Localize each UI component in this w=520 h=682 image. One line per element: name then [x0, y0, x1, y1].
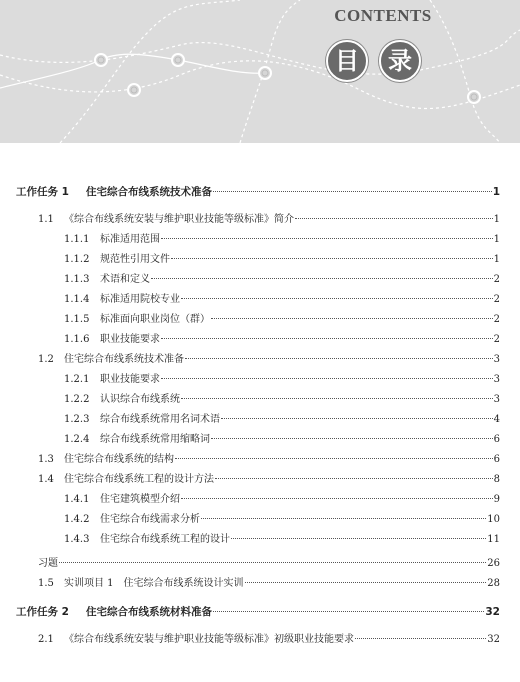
toc-number: 1.2.2	[64, 394, 90, 405]
toc-number: 1.2.4	[64, 434, 90, 445]
toc-title: 规范性引用文件	[100, 254, 170, 265]
toc-title: 职业技能要求	[100, 374, 160, 385]
toc-title: 住宅综合布线系统材料准备	[86, 606, 212, 618]
toc-page-number: 9	[493, 494, 500, 505]
toc-page-number: 4	[493, 414, 500, 425]
toc-title: 标准面向职业岗位（群）	[100, 314, 210, 325]
toc-number: 1.4.3	[64, 534, 90, 545]
toc-chapter-row[interactable]	[16, 184, 500, 200]
toc-entry-row[interactable]	[64, 272, 500, 288]
toc-page-number: 11	[487, 534, 500, 545]
toc-page-number: 32	[487, 634, 500, 645]
toc-number: 1.1.3	[64, 274, 90, 285]
toc-number: 1.4	[38, 474, 54, 485]
dot-leader	[181, 498, 493, 499]
toc-page-number: 1	[493, 234, 500, 245]
dot-leader	[213, 611, 484, 612]
toc-entry-row[interactable]	[64, 412, 500, 428]
toc-page-number: 2	[493, 274, 500, 285]
toc-number: 1.2	[38, 354, 54, 365]
toc-page-number: 2	[493, 334, 500, 345]
toc-title: 职业技能要求	[100, 334, 160, 345]
toc-entry-row[interactable]	[64, 432, 500, 448]
dot-leader	[211, 438, 493, 439]
toc-title: 综合布线系统常用名词术语	[100, 414, 220, 425]
node-circle	[95, 54, 480, 103]
toc-title: 《综合布线系统安装与维护职业技能等级标准》初级职业技能要求	[64, 634, 354, 645]
toc-title: 标准适用院校专业	[100, 294, 180, 305]
toc-entry-row[interactable]	[64, 392, 500, 408]
toc-entry-row[interactable]	[64, 232, 500, 248]
toc-title: 住宅综合布线系统的结构	[64, 454, 174, 465]
toc-page-number: 3	[493, 354, 500, 365]
dot-leader	[175, 458, 493, 459]
dot-leader	[161, 378, 493, 379]
toc-number: 1.1.2	[64, 254, 90, 265]
toc-entry-row[interactable]	[64, 372, 500, 388]
toc-number: 1.5	[38, 578, 54, 589]
toc-number: 工作任务 1	[16, 186, 69, 198]
toc-entry-row[interactable]	[64, 492, 500, 508]
dot-leader	[355, 638, 486, 639]
title-char-badge-1: 目	[326, 40, 368, 82]
toc-entry-row[interactable]	[38, 632, 500, 648]
toc-title: 住宅综合布线需求分析	[100, 514, 200, 525]
toc-page-number: 8	[493, 474, 500, 485]
dot-leader	[161, 338, 493, 339]
toc-title: 术语和定义	[100, 274, 150, 285]
dot-leader	[161, 238, 493, 239]
toc-page-number: 1	[493, 254, 500, 265]
toc-number: 1.1.5	[64, 314, 90, 325]
toc-page-number: 26	[487, 558, 500, 569]
toc-title: 住宅综合布线系统工程的设计	[100, 534, 230, 545]
toc-number: 1.3	[38, 454, 54, 465]
toc-page-number: 3	[493, 374, 500, 385]
dot-leader	[211, 318, 493, 319]
toc-page-number: 10	[487, 514, 500, 525]
toc-title: 认识综合布线系统	[100, 394, 180, 405]
dot-leader	[181, 298, 493, 299]
dot-leader	[213, 191, 492, 192]
toc-entry-row[interactable]	[64, 512, 500, 528]
toc-number: 1.2.3	[64, 414, 90, 425]
toc-page-number: 3	[493, 394, 500, 405]
toc-number: 1.4.1	[64, 494, 90, 505]
dot-leader	[201, 518, 486, 519]
toc-entry-row[interactable]	[64, 312, 500, 328]
toc-number: 工作任务 2	[16, 606, 69, 618]
toc-title: 综合布线系统常用缩略词	[100, 434, 210, 445]
dot-leader	[59, 562, 486, 563]
toc-title: 习题	[38, 558, 58, 569]
toc-entry-row[interactable]	[38, 212, 500, 228]
dot-leader	[295, 218, 493, 219]
toc-page-number: 2	[493, 294, 500, 305]
toc-number: 1.1.1	[64, 234, 90, 245]
dot-leader	[221, 418, 493, 419]
toc-entry-row[interactable]	[64, 292, 500, 308]
toc-title: 《综合布线系统安装与维护职业技能等级标准》简介	[64, 214, 294, 225]
toc-number: 1.1.6	[64, 334, 90, 345]
toc-title: 住宅综合布线系统技术准备	[64, 354, 184, 365]
dot-leader	[245, 582, 487, 583]
toc-page-number: 2	[493, 314, 500, 325]
toc-page-number: 6	[493, 454, 500, 465]
decorative-curves	[0, 0, 520, 143]
toc-number: 1.4.2	[64, 514, 90, 525]
toc-entry-row[interactable]	[38, 556, 500, 572]
dot-leader	[185, 358, 493, 359]
toc-page-number: 1	[492, 186, 500, 198]
toc-title: 标准适用范围	[100, 234, 160, 245]
contents-title-en: CONTENTS	[334, 6, 432, 25]
toc-entry-row[interactable]	[38, 576, 500, 592]
toc-entry-row[interactable]	[38, 452, 500, 468]
dot-leader	[181, 398, 493, 399]
title-char-badge-2: 录	[379, 40, 421, 82]
header-banner	[0, 0, 520, 143]
toc-entry-row[interactable]	[38, 352, 500, 368]
toc-entry-row[interactable]	[64, 332, 500, 348]
toc-number: 1.2.1	[64, 374, 90, 385]
toc-page-number: 32	[485, 606, 500, 618]
dot-leader	[215, 478, 493, 479]
toc-page-number: 1	[493, 214, 500, 225]
toc-entry-row[interactable]	[64, 252, 500, 268]
toc-number: 1.1	[38, 214, 54, 225]
toc-chapter-row[interactable]	[16, 604, 500, 620]
toc-number: 2.1	[38, 634, 54, 645]
toc-number: 1.1.4	[64, 294, 90, 305]
toc-title: 实训项目 1 住宅综合布线系统设计实训	[64, 578, 244, 589]
toc-title: 住宅综合布线系统工程的设计方法	[64, 474, 214, 485]
toc-page-number: 6	[493, 434, 500, 445]
dot-leader	[151, 278, 493, 279]
toc-title: 住宅综合布线系统技术准备	[86, 186, 212, 198]
dot-leader	[231, 538, 486, 539]
toc-page-number: 28	[487, 578, 500, 589]
dot-leader	[171, 258, 493, 259]
toc-title: 住宅建筑模型介绍	[100, 494, 180, 505]
toc-entry-row[interactable]	[64, 532, 500, 548]
toc-entry-row[interactable]	[38, 472, 500, 488]
